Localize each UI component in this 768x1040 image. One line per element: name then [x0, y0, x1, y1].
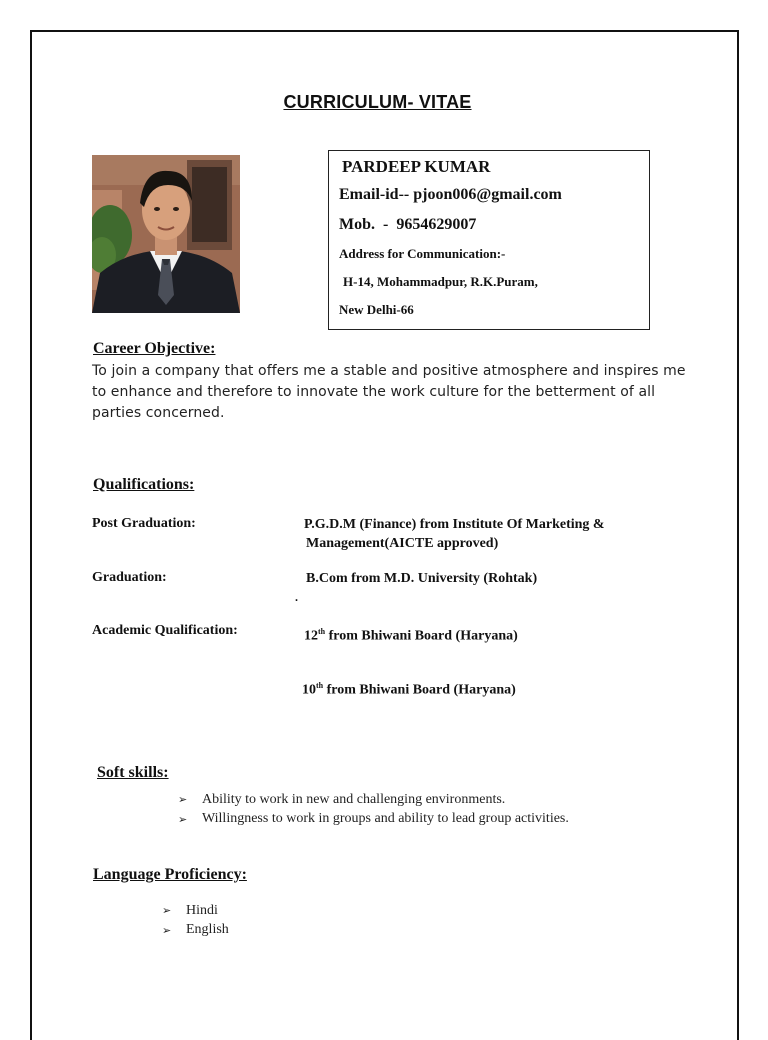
career-objective-heading: Career Objective: [93, 340, 216, 357]
soft-skills-list [178, 790, 569, 829]
graduation-label: Graduation: [92, 570, 167, 585]
address-label: Address for Communication:- [339, 246, 506, 261]
candidate-name: PARDEEP KUMAR [342, 157, 491, 176]
career-objective-text: To join a company that offers me a stable and positive atmosphere and inspires me to enhance and therefore to innovate the work culture for the betterment of all parties concerned. [92, 363, 686, 421]
tenth-detail: from Bhiwani Board (Haryana) [323, 682, 516, 698]
graduation-value: B.Com from M.D. University (Rohtak) [306, 571, 538, 586]
list-item [178, 790, 569, 810]
list-item [162, 901, 229, 921]
mobile-label: Mob. [339, 216, 375, 233]
tenth-suffix: th [316, 681, 324, 690]
soft-skills-heading: Soft skills: [97, 764, 169, 781]
arrow-bullet-icon: ➢ [162, 905, 172, 918]
contact-box [328, 150, 650, 330]
mobile-dash: - [383, 216, 389, 233]
academic-qualification-label: Academic Qualification: [92, 623, 238, 638]
arrow-bullet-icon: ➢ [162, 924, 172, 937]
twelfth-suffix: th [318, 627, 326, 636]
post-graduation-line-2: Management(AICTE approved) [306, 536, 499, 551]
qualifications-heading: Qualifications: [93, 476, 195, 493]
soft-skill-text: Willingness to work in groups and ability to lead group activities. [202, 811, 569, 827]
post-graduation-label: Post Graduation: [92, 516, 196, 531]
language-proficiency-heading: Language Proficiency: [93, 866, 247, 883]
list-item [162, 921, 229, 941]
email-label: Email-id-- [339, 186, 410, 203]
stray-mark: . [295, 590, 298, 604]
arrow-bullet-icon: ➢ [178, 813, 188, 826]
profile-photo-icon [92, 155, 240, 313]
arrow-bullet-icon: ➢ [178, 794, 188, 807]
mobile-number: 9654629007 [396, 216, 477, 233]
email-line [339, 185, 639, 215]
tenth-qualification [302, 676, 516, 700]
language-list [162, 901, 229, 940]
soft-skill-text: Ability to work in new and challenging environments. [202, 791, 506, 807]
address-line-1: H-14, Mohammadpur, R.K.Puram, [343, 274, 538, 289]
language-text: English [186, 922, 229, 938]
tenth-number: 10 [302, 682, 316, 698]
language-text: Hindi [186, 902, 218, 918]
address-line-2: New Delhi-66 [339, 302, 414, 317]
twelfth-detail: from Bhiwani Board (Haryana) [325, 628, 518, 644]
twelfth-number: 12 [304, 628, 318, 644]
profile-photo [92, 155, 240, 313]
mobile-line [339, 215, 639, 245]
document-title: CURRICULUM- VITAE [283, 92, 472, 112]
post-graduation-line-1: P.G.D.M (Finance) from Institute Of Marketing & [304, 517, 605, 532]
list-item [178, 810, 569, 830]
twelfth-qualification [304, 622, 518, 646]
email-address: pjoon006@gmail.com [413, 186, 562, 203]
